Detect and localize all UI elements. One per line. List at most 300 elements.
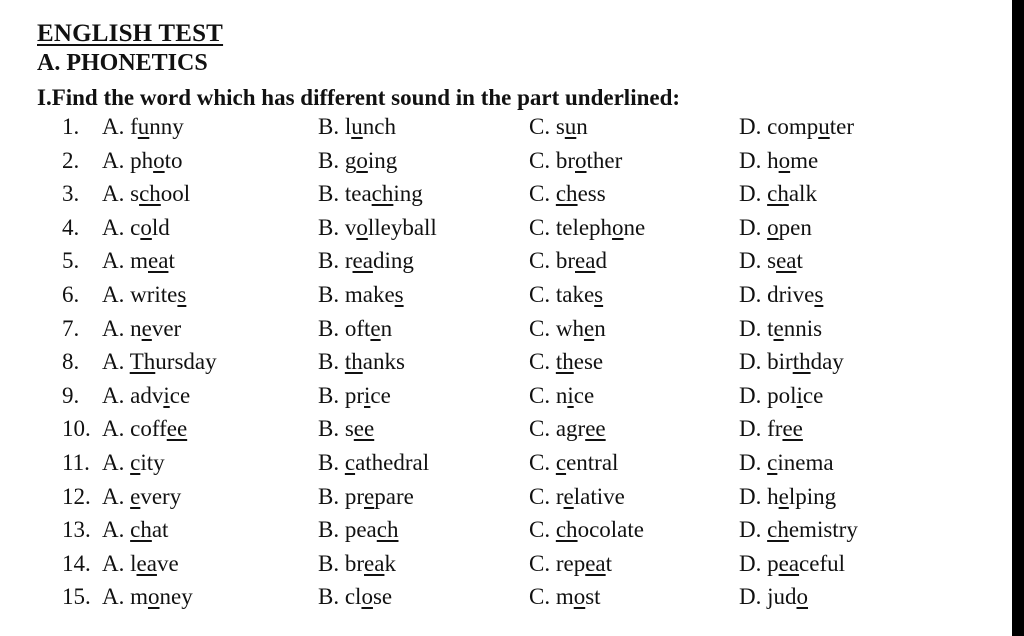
word-part: alk: [788, 181, 817, 207]
word-part: at: [151, 517, 169, 543]
option-letter: C.: [529, 248, 551, 274]
underlined-part: ea: [575, 248, 596, 274]
word-part: ce: [169, 382, 191, 408]
underlined-part: ch: [139, 181, 161, 207]
answer-option: [318, 278, 404, 312]
word-part: me: [790, 147, 819, 173]
option-letter: A.: [102, 147, 125, 173]
question-number: 3.: [62, 181, 80, 207]
underlined-part: o: [148, 584, 160, 610]
answer-option: [102, 345, 217, 379]
answer-option: [529, 110, 588, 144]
underlined-part: s: [177, 281, 187, 307]
word-part: l: [130, 550, 137, 576]
option-letter: D.: [739, 449, 762, 475]
question-row: [0, 211, 1012, 245]
option-letter: B.: [318, 449, 340, 475]
option-letter: D.: [739, 382, 762, 408]
word-part: t: [168, 248, 175, 274]
answer-option: [102, 278, 186, 312]
underlined-part: o: [767, 214, 779, 240]
answer-option: [529, 480, 625, 514]
answer-option: [318, 345, 405, 379]
word-part: athedral: [355, 449, 430, 475]
underlined-part: ee: [353, 416, 375, 442]
question-number: 10.: [62, 416, 91, 442]
word-part: n: [380, 315, 393, 341]
word-part: ce: [802, 382, 824, 408]
option-letter: C.: [529, 181, 551, 207]
underlined-part: u: [818, 114, 830, 139]
underlined-part: th: [555, 349, 574, 375]
word-part: r: [555, 483, 564, 509]
answer-option: [102, 480, 181, 514]
word-part: cl: [344, 584, 362, 610]
word-part: n: [576, 114, 588, 139]
underlined-part: c: [767, 449, 778, 475]
answer-option: [529, 412, 606, 446]
word-part: h: [767, 147, 779, 173]
option-letter: A.: [102, 114, 125, 139]
underlined-part: o: [356, 147, 368, 173]
word-part: day: [810, 349, 844, 375]
word-part: br: [555, 147, 576, 173]
option-letter: C.: [529, 281, 551, 307]
option-letter: B.: [318, 550, 340, 576]
question-list: [0, 110, 1012, 614]
answer-option: [102, 144, 183, 178]
question-row: [0, 547, 1012, 581]
word-part: jud: [767, 584, 797, 610]
word-part: v: [344, 214, 357, 240]
word-part: ve: [156, 550, 179, 576]
option-letter: C.: [529, 315, 551, 341]
underlined-part: e: [130, 483, 141, 509]
underlined-part: ch: [130, 517, 152, 543]
underlined-part: ea: [585, 550, 606, 576]
underlined-part: e: [563, 483, 574, 509]
answer-option: [102, 580, 193, 614]
underlined-part: s: [594, 281, 604, 307]
underlined-part: ch: [555, 181, 578, 207]
underlined-part: th: [792, 349, 811, 375]
option-letter: B.: [318, 248, 340, 274]
option-letter: D.: [739, 483, 762, 509]
underlined-part: e: [141, 315, 152, 341]
answer-option: [318, 110, 396, 144]
underlined-part: u: [351, 114, 363, 139]
underlined-part: o: [796, 584, 809, 610]
underlined-part: ea: [136, 550, 157, 576]
word-part: pen: [778, 214, 812, 240]
underlined-part: c: [130, 449, 141, 475]
word-part: t: [796, 248, 803, 274]
option-letter: A.: [102, 550, 125, 576]
underlined-part: ch: [767, 517, 789, 543]
option-letter: D.: [739, 517, 762, 543]
answer-option: [739, 244, 803, 278]
question-row: [0, 480, 1012, 514]
word-part: pare: [374, 483, 414, 509]
word-part: ld: [151, 214, 170, 240]
word-part: rep: [555, 550, 586, 576]
word-part: bir: [767, 349, 793, 375]
option-letter: C.: [529, 147, 551, 173]
answer-option: [529, 244, 607, 278]
option-letter: B.: [318, 214, 340, 240]
question-row: [0, 446, 1012, 480]
answer-option: [739, 379, 823, 413]
word-part: ter: [829, 114, 854, 139]
option-letter: A.: [102, 214, 125, 240]
question-row: [0, 412, 1012, 446]
answer-option: [102, 547, 179, 581]
option-letter: A.: [102, 517, 125, 543]
underlined-part: o: [140, 214, 152, 240]
answer-option: [318, 244, 414, 278]
option-letter: D.: [739, 114, 762, 139]
word-part: lping: [788, 483, 837, 509]
word-part: f: [130, 114, 138, 139]
option-letter: B.: [318, 584, 340, 610]
answer-option: [739, 345, 844, 379]
answer-option: [529, 278, 603, 312]
answer-option: [318, 211, 437, 245]
answer-option: [318, 177, 423, 211]
option-letter: C.: [529, 416, 551, 442]
word-part: lative: [573, 483, 625, 509]
underlined-part: o: [612, 214, 624, 240]
answer-option: [318, 446, 429, 480]
question-row: [0, 312, 1012, 346]
word-part: nch: [362, 114, 396, 139]
question-row: [0, 379, 1012, 413]
word-part: d: [595, 248, 607, 274]
answer-option: [318, 580, 392, 614]
option-letter: D.: [739, 349, 762, 375]
word-part: very: [140, 483, 182, 509]
word-part: ursday: [155, 349, 217, 375]
option-letter: A.: [102, 382, 125, 408]
word-part: h: [767, 483, 779, 509]
word-part: drive: [767, 281, 815, 307]
underlined-part: ch: [376, 517, 399, 543]
word-part: fr: [767, 416, 783, 442]
word-part: g: [344, 147, 357, 173]
word-part: teleph: [555, 214, 613, 240]
underlined-part: e: [773, 315, 784, 341]
option-letter: B.: [318, 181, 340, 207]
question-row: [0, 278, 1012, 312]
option-letter: B.: [318, 114, 340, 139]
underlined-part: e: [364, 483, 375, 509]
option-letter: A.: [102, 349, 125, 375]
word-part: wh: [555, 315, 584, 341]
option-letter: D.: [739, 281, 762, 307]
word-part: m: [130, 248, 149, 274]
question-row: [0, 513, 1012, 547]
option-letter: A.: [102, 416, 125, 442]
answer-option: [102, 177, 190, 211]
question-number: 5.: [62, 248, 80, 274]
word-part: ney: [159, 584, 193, 610]
answer-option: [739, 412, 803, 446]
underlined-part: c: [344, 449, 356, 475]
option-letter: D.: [739, 147, 762, 173]
option-letter: B.: [318, 382, 340, 408]
word-part: s: [344, 416, 354, 442]
question-number: 8.: [62, 349, 80, 375]
answer-option: [739, 580, 808, 614]
word-part: br: [344, 550, 365, 576]
word-part: s: [767, 248, 777, 274]
word-part: pea: [344, 517, 377, 543]
word-part: lleyball: [367, 214, 437, 240]
question-row: [0, 177, 1012, 211]
word-part: se: [372, 584, 393, 610]
option-letter: B.: [318, 315, 340, 341]
underlined-part: o: [361, 584, 373, 610]
option-letter: C.: [529, 449, 551, 475]
answer-option: [102, 412, 187, 446]
answer-option: [102, 446, 165, 480]
word-part: take: [555, 281, 595, 307]
question-number: 6.: [62, 281, 80, 307]
underlined-part: ea: [364, 550, 385, 576]
question-row: [0, 110, 1012, 144]
underlined-part: ea: [778, 550, 800, 576]
question-number: 14.: [62, 550, 91, 576]
word-part: ing: [367, 147, 398, 173]
option-letter: D.: [739, 315, 762, 341]
underlined-part: o: [153, 147, 165, 173]
word-part: anks: [362, 349, 405, 375]
underlined-part: ea: [352, 248, 373, 274]
question-number: 4.: [62, 214, 80, 240]
answer-option: [102, 110, 184, 144]
question-row: [0, 580, 1012, 614]
answer-option: [318, 144, 397, 178]
question-number: 7.: [62, 315, 80, 341]
option-letter: C.: [529, 550, 551, 576]
option-letter: C.: [529, 349, 551, 375]
answer-option: [529, 379, 594, 413]
word-part: br: [555, 248, 576, 274]
question-number: 11.: [62, 449, 90, 475]
answer-option: [739, 278, 823, 312]
underlined-part: e: [370, 315, 381, 341]
underlined-part: i: [364, 382, 371, 408]
underlined-part: ee: [782, 416, 803, 442]
answer-option: [102, 312, 181, 346]
answer-option: [529, 580, 601, 614]
option-letter: A.: [102, 315, 125, 341]
option-letter: A.: [102, 449, 125, 475]
word-part: write: [130, 281, 178, 307]
answer-option: [739, 480, 836, 514]
word-part: tea: [344, 181, 372, 207]
question-row: [0, 144, 1012, 178]
answer-option: [529, 446, 618, 480]
option-letter: C.: [529, 517, 551, 543]
word-part: make: [344, 281, 395, 307]
word-part: t: [605, 550, 613, 576]
underlined-part: u: [137, 114, 150, 139]
answer-option: [739, 110, 854, 144]
question-row: [0, 345, 1012, 379]
word-part: k: [384, 550, 396, 576]
answer-option: [739, 312, 822, 346]
answer-option: [318, 513, 398, 547]
answer-option: [318, 379, 391, 413]
answer-option: [102, 211, 170, 245]
underlined-part: e: [778, 483, 789, 509]
answer-option: [739, 547, 845, 581]
option-letter: B.: [318, 349, 340, 375]
word-part: pol: [767, 382, 797, 408]
answer-option: [318, 480, 414, 514]
word-part: s: [130, 181, 140, 207]
word-part: adv: [130, 382, 164, 408]
word-part: m: [555, 584, 574, 610]
word-part: to: [164, 147, 183, 173]
test-title: ENGLISH TEST: [37, 20, 224, 47]
answer-option: [529, 547, 612, 581]
underlined-part: i: [567, 382, 574, 408]
word-part: comp: [767, 114, 819, 139]
option-letter: C.: [529, 584, 551, 610]
word-part: ocolate: [577, 517, 644, 543]
option-letter: B.: [318, 416, 340, 442]
underlined-part: e: [583, 315, 595, 341]
word-part: ding: [372, 248, 414, 274]
word-part: n: [130, 315, 142, 341]
option-letter: C.: [529, 382, 551, 408]
answer-option: [102, 513, 168, 547]
answer-option: [318, 412, 374, 446]
word-part: coff: [130, 416, 167, 442]
answer-option: [529, 177, 606, 211]
answer-option: [529, 211, 645, 245]
word-part: ther: [586, 147, 623, 173]
underlined-part: ee: [166, 416, 188, 442]
underlined-part: o: [575, 147, 587, 173]
word-part: inema: [777, 449, 834, 475]
option-letter: D.: [739, 181, 762, 207]
answer-option: [529, 144, 622, 178]
word-part: n: [555, 382, 568, 408]
answer-option: [739, 513, 858, 547]
option-letter: D.: [739, 248, 762, 274]
word-part: ce: [573, 382, 595, 408]
word-part: st: [585, 584, 601, 610]
option-letter: A.: [102, 281, 125, 307]
word-part: ver: [151, 315, 182, 341]
word-part: ool: [160, 181, 191, 207]
answer-option: [739, 144, 818, 178]
option-letter: A.: [102, 248, 125, 274]
option-letter: A.: [102, 584, 125, 610]
underlined-part: Th: [129, 349, 156, 375]
underlined-part: o: [356, 214, 368, 240]
option-letter: A.: [102, 181, 125, 207]
underlined-part: c: [555, 449, 567, 475]
answer-option: [739, 177, 817, 211]
word-part: ess: [577, 181, 606, 207]
underlined-part: ea: [148, 248, 169, 274]
word-part: t: [767, 315, 774, 341]
underlined-part: ea: [776, 248, 797, 274]
option-letter: B.: [318, 281, 340, 307]
option-letter: C.: [529, 483, 551, 509]
underlined-part: i: [163, 382, 170, 408]
underlined-part: ee: [585, 416, 606, 442]
word-part: emistry: [788, 517, 858, 543]
question-number: 2.: [62, 147, 80, 173]
underlined-part: s: [394, 281, 404, 307]
underlined-part: ch: [767, 181, 789, 207]
question-number: 1.: [62, 114, 80, 139]
underlined-part: o: [778, 147, 791, 173]
option-letter: B.: [318, 147, 340, 173]
option-letter: C.: [529, 214, 551, 240]
word-part: agr: [555, 416, 586, 442]
option-letter: D.: [739, 584, 762, 610]
option-letter: B.: [318, 483, 340, 509]
word-part: ceful: [799, 550, 846, 576]
underlined-part: ch: [555, 517, 578, 543]
underlined-part: u: [564, 114, 577, 139]
option-letter: D.: [739, 550, 762, 576]
answer-option: [739, 446, 834, 480]
word-part: nnis: [783, 315, 823, 341]
word-part: entral: [566, 449, 619, 475]
question-number: 15.: [62, 584, 91, 610]
section-heading: A. PHONETICS: [37, 50, 208, 76]
word-part: c: [130, 214, 141, 240]
answer-option: [102, 244, 175, 278]
answer-option: [102, 379, 190, 413]
word-part: oft: [344, 315, 371, 341]
word-part: ity: [140, 449, 165, 475]
answer-option: [529, 312, 606, 346]
answer-option: [318, 312, 392, 346]
word-part: r: [344, 248, 353, 274]
underlined-part: s: [814, 281, 824, 307]
option-letter: D.: [739, 416, 762, 442]
word-part: p: [767, 550, 779, 576]
question-number: 12.: [62, 483, 91, 509]
word-part: ne: [623, 214, 646, 240]
word-part: pr: [344, 483, 365, 509]
option-letter: A.: [102, 483, 125, 509]
underlined-part: th: [344, 349, 363, 375]
underlined-part: ch: [371, 181, 394, 207]
word-part: ce: [370, 382, 391, 408]
word-part: ing: [393, 181, 423, 207]
answer-option: [529, 345, 603, 379]
word-part: l: [344, 114, 352, 139]
option-letter: B.: [318, 517, 340, 543]
option-letter: D.: [739, 214, 762, 240]
word-part: s: [555, 114, 565, 139]
underlined-part: o: [573, 584, 586, 610]
option-letter: C.: [529, 114, 551, 139]
question-number: 13.: [62, 517, 91, 543]
word-part: ese: [573, 349, 604, 375]
question-row: [0, 244, 1012, 278]
instruction-text: I.Find the word which has different sound in the part underlined:: [37, 85, 681, 110]
